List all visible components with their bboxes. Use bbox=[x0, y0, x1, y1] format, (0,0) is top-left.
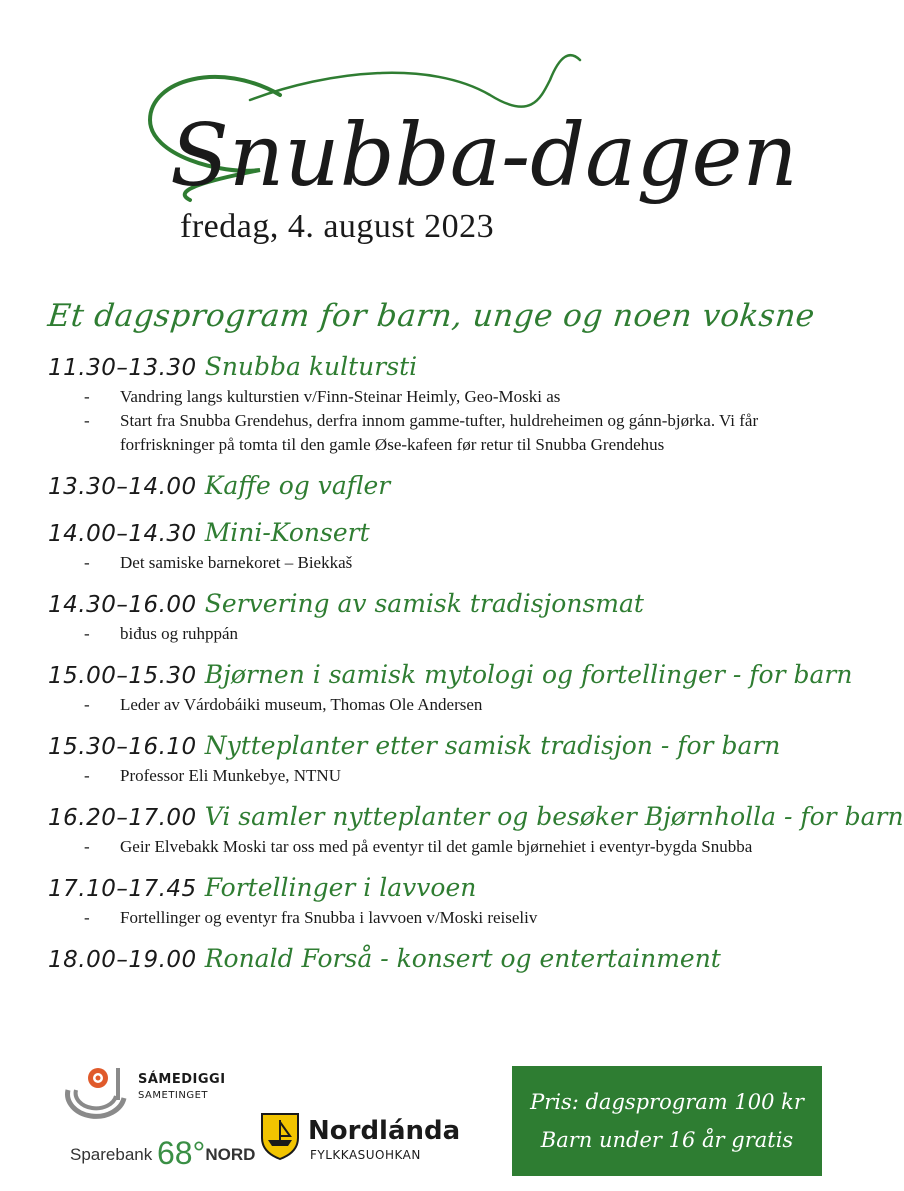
event-detail bbox=[48, 409, 808, 457]
program-event bbox=[48, 800, 904, 859]
event-date: fredag, 4. august 2023 bbox=[180, 208, 495, 245]
event-name: Bjørnen i samisk mytologi og fortellinger - for barn bbox=[204, 660, 853, 689]
event-time: 14.00–14.30 bbox=[48, 521, 197, 547]
nordlanda-name: Nordlánda bbox=[308, 1116, 461, 1146]
event-heading bbox=[48, 800, 904, 835]
samediggi-name: SÁMEDIGGI bbox=[138, 1072, 226, 1087]
event-name: Ronald Forså - konsert og entertainment bbox=[204, 944, 721, 973]
event-name: Servering av samisk tradisjonsmat bbox=[204, 589, 644, 618]
event-name: Vi samler nytteplanter og besøker Bjørnholla - for barn bbox=[204, 802, 904, 831]
event-name: Snubba kultursti bbox=[204, 352, 418, 381]
bullet-dash: - bbox=[84, 553, 90, 572]
bullet-dash: - bbox=[84, 387, 90, 406]
sparebank-number: 68° bbox=[156, 1135, 206, 1171]
bullet-dash: - bbox=[84, 411, 90, 430]
program-subtitle: Et dagsprogram for barn, unge og noen voksne bbox=[46, 298, 817, 334]
event-time: 18.00–19.00 bbox=[48, 947, 197, 973]
program-list bbox=[48, 350, 904, 989]
program-event bbox=[48, 658, 853, 717]
price-line-adult: Pris: dagsprogram 100 kr bbox=[530, 1090, 804, 1114]
event-time: 14.30–16.00 bbox=[48, 592, 197, 618]
event-heading bbox=[48, 469, 808, 504]
event-detail-text: Geir Elvebakk Moski tar oss med på eventyr til det gamle bjørnehiet i eventyr-bygda Snubba bbox=[120, 837, 753, 856]
samediggi-subtitle: SAMETINGET bbox=[138, 1090, 209, 1101]
event-name: Nytteplanter etter samisk tradisjon - for barn bbox=[204, 731, 781, 760]
event-heading bbox=[48, 587, 808, 622]
price-line-child: Barn under 16 år gratis bbox=[540, 1128, 794, 1152]
event-heading bbox=[48, 516, 808, 551]
bullet-dash: - bbox=[84, 908, 90, 927]
event-time: 13.30–14.00 bbox=[48, 474, 197, 500]
price-box bbox=[512, 1066, 822, 1176]
event-detail bbox=[48, 906, 808, 930]
title-logo bbox=[130, 40, 798, 210]
bullet-dash: - bbox=[84, 766, 90, 785]
event-time: 17.10–17.45 bbox=[48, 876, 197, 902]
event-heading bbox=[48, 658, 853, 693]
event-detail-text: Fortellinger og eventyr fra Snubba i lavvoen v/Moski reiseliv bbox=[120, 908, 538, 927]
event-detail bbox=[48, 385, 808, 409]
event-time: 15.30–16.10 bbox=[48, 734, 197, 760]
event-time: 15.00–15.30 bbox=[48, 663, 197, 689]
nordlanda-subtitle: FYLKKASUOHKAN bbox=[310, 1148, 421, 1162]
event-name: Kaffe og vafler bbox=[204, 471, 391, 500]
event-detail-text: biđus og ruhppán bbox=[120, 624, 239, 643]
sparebank-prefix: Sparebank bbox=[70, 1145, 157, 1164]
event-detail bbox=[48, 835, 808, 859]
page-title: Snubba-dagen bbox=[170, 106, 798, 206]
event-detail-text: Start fra Snubba Grendehus, derfra innom gamme-tufter, huldreheimen og gánn-bjørka. Vi får forfriskninger på tomta til den gamle Øse-kafeen før retur til Snubba Grendehus bbox=[120, 411, 759, 454]
event-heading bbox=[48, 350, 808, 385]
program-event bbox=[48, 516, 808, 575]
event-time: 11.30–13.30 bbox=[48, 355, 197, 381]
event-time: 16.20–17.00 bbox=[48, 805, 197, 831]
event-detail-text: Det samiske barnekoret – Biekkaš bbox=[120, 553, 353, 572]
bullet-dash: - bbox=[84, 837, 90, 856]
sparebank-logo bbox=[70, 1135, 255, 1172]
sponsor-logos bbox=[60, 1060, 460, 1180]
event-name: Mini-Konsert bbox=[204, 518, 370, 547]
bullet-dash: - bbox=[84, 624, 90, 643]
event-detail-text: Vandring langs kulturstien v/Finn-Steinar Heimly, Geo-Moski as bbox=[120, 387, 561, 406]
program-event bbox=[48, 729, 808, 788]
event-detail bbox=[48, 622, 808, 646]
event-detail bbox=[48, 551, 808, 575]
event-detail-text: Professor Eli Munkebye, NTNU bbox=[120, 766, 341, 785]
program-event bbox=[48, 587, 808, 646]
event-detail bbox=[48, 693, 808, 717]
nordland-shield-icon bbox=[260, 1112, 300, 1160]
event-name: Fortellinger i lavvoen bbox=[204, 873, 477, 902]
samediggi-logo-icon bbox=[60, 1060, 132, 1120]
event-detail bbox=[48, 764, 808, 788]
event-heading bbox=[48, 942, 808, 977]
program-event bbox=[48, 871, 808, 930]
event-heading bbox=[48, 729, 808, 764]
bullet-dash: - bbox=[84, 695, 90, 714]
title-swash bbox=[250, 55, 580, 106]
sparebank-suffix: NORD bbox=[205, 1145, 256, 1164]
event-detail-text: Leder av Várdobáiki museum, Thomas Ole Andersen bbox=[120, 695, 483, 714]
event-heading bbox=[48, 871, 808, 906]
program-event bbox=[48, 469, 808, 504]
program-event bbox=[48, 942, 808, 977]
program-event bbox=[48, 350, 808, 457]
